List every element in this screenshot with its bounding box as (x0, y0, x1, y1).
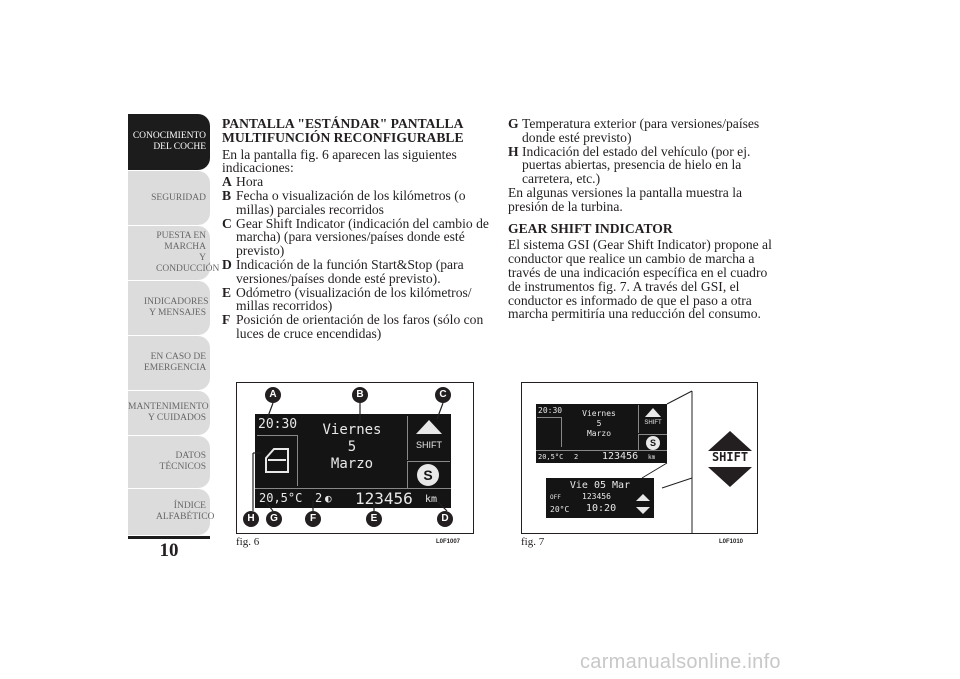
sidebar-tab-label: SEGURIDAD (151, 192, 206, 203)
item-key: G (508, 116, 519, 131)
gsi-heading: GEAR SHIFT INDICATOR (508, 220, 673, 236)
item-key: D (222, 256, 232, 272)
odometer-readout: 123456 (355, 489, 413, 508)
shift-label: SHIFT (644, 420, 662, 426)
callout-f: F (305, 511, 321, 527)
callout-c: C (435, 387, 451, 403)
page-number-bar (128, 536, 210, 539)
list-item (508, 117, 780, 145)
section-heading: PANTALLA "ESTÁNDAR" PANTALLA MULTIFUNCIÓN RECONFIGURABLE (222, 116, 464, 145)
item-key: E (222, 284, 232, 300)
page-number: 10 (159, 540, 179, 561)
sidebar-tab-mantenimiento[interactable] (128, 391, 210, 435)
list-item (222, 189, 490, 217)
item-key: A (222, 174, 232, 190)
right-column (508, 117, 780, 321)
odometer-readout: 123456 (602, 451, 639, 462)
figure-6 (236, 382, 474, 534)
item-text: Hora (236, 174, 264, 190)
sidebar-tab-indicadores[interactable] (128, 281, 210, 335)
list-item (222, 313, 490, 341)
big-shift-indicator (704, 431, 756, 487)
clock-readout: 20:30 (258, 417, 298, 432)
date-number: 5 (596, 419, 602, 428)
month-label: Marzo (586, 429, 612, 438)
figure-6-caption: fig. 6 (236, 536, 260, 548)
left-column (222, 117, 490, 341)
day-label: Viernes (322, 422, 382, 438)
list-item (222, 175, 490, 189)
sidebar-tab-puesta-en-marcha[interactable] (128, 226, 220, 280)
callout-h: H (243, 511, 259, 527)
turbo-paragraph: En algunas versiones la pantalla muestra la presión de la turbina. (508, 184, 743, 214)
sidebar-tab-label: INDICADORES Y MENSAJES (144, 297, 209, 318)
callout-b: B (352, 387, 368, 403)
shift-label: SHIFT (416, 440, 442, 450)
list-item (222, 258, 490, 286)
figure-7-code: L0F1010 (719, 539, 744, 545)
start-stop-icon: S (646, 436, 660, 450)
alt-odometer-readout: 123456 (582, 492, 611, 501)
sidebar-tab-label: MANTENIMIENTO Y CUIDADOS (128, 402, 209, 423)
item-text: Temperatura exterior (para versiones/países donde esté previsto) (522, 116, 760, 145)
sidebar-tab-label: EN CASO DE EMERGENCIA (144, 352, 207, 373)
item-text: Indicación del estado del vehículo (por ej. puertas abiertas, presencia de hielo en la carretera, etc.) (522, 143, 751, 187)
figure-7-caption: fig. 7 (521, 536, 545, 548)
odometer-unit: km (425, 494, 438, 505)
callout-d: D (437, 511, 453, 527)
alt-clock-readout: 10:20 (586, 503, 617, 514)
temperature-readout: 20,5°C (259, 491, 303, 505)
list-item (222, 217, 490, 258)
callout-a: A (265, 387, 281, 403)
item-key: H (508, 143, 519, 159)
alt-temperature-readout: 20°C (550, 505, 570, 514)
sidebar-tab-label: ÍNDICE ALFABÉTICO (156, 501, 215, 522)
big-shift-label: SHIFT (711, 450, 749, 464)
alt-date-label: Vie 05 Mar (569, 480, 631, 491)
sidebar-tab-label: CONOCIMIENTO DEL COCHE (132, 131, 206, 152)
month-label: Marzo (330, 456, 374, 472)
list-item (222, 286, 490, 314)
intro-paragraph: En la pantalla fig. 6 aparecen las siguientes indicaciones: (222, 146, 457, 176)
temperature-readout: 20,5°C (538, 453, 564, 461)
sidebar-tab-datos-tecnicos[interactable] (128, 436, 210, 488)
figure-7 (521, 382, 758, 534)
list-item (508, 145, 780, 186)
clock-readout: 20:30 (538, 406, 563, 415)
sidebar-tab-conocimiento[interactable] (128, 114, 210, 170)
item-text: Posición de orientación de los faros (sólo con luces de cruce encendidas) (236, 312, 484, 341)
sidebar-tab-seguridad[interactable] (128, 171, 210, 225)
start-stop-icon: S (417, 464, 439, 486)
odometer-unit: km (648, 454, 656, 461)
item-text: Gear Shift Indicator (indicación del cambio de marcha) (para versiones/países donde esté previsto) (236, 215, 489, 259)
item-text: Fecha o visualización de los kilómetros (o millas) parciales recorridos (236, 187, 466, 217)
item-text: Odómetro (visualización de los kilómetros/ millas recorridos) (236, 284, 472, 314)
headlight-icon: ◐ (325, 492, 332, 505)
sidebar-tab-indice[interactable] (128, 489, 215, 535)
watermark: carmanualsonline.info (580, 651, 781, 673)
callout-e: E (366, 511, 382, 527)
sidebar-tab-label: DATOS TÉCNICOS (159, 451, 206, 472)
item-key: B (222, 187, 232, 203)
day-label: Viernes (582, 409, 616, 418)
gsi-paragraph: El sistema GSI (Gear Shift Indicator) propone al conductor que realice un cambio de marcha a través de una indicación específica en el cuadro de instrumentos fig. 7. A través del GSI, el conductor es informado de que el paso a otra marcha permitiría una reducción del consumo. (508, 237, 772, 322)
callout-g: G (266, 511, 282, 527)
headlight-level-readout: 2 (315, 491, 323, 505)
alt-off-label: OFF (550, 494, 561, 501)
item-text: Indicación de la función Start&Stop (para versiones/países donde esté previsto). (236, 256, 464, 286)
item-key: C (222, 215, 232, 231)
date-number: 5 (347, 439, 357, 455)
sidebar-tab-emergencia[interactable] (128, 336, 210, 390)
item-key: F (222, 312, 231, 328)
headlight-level-readout: 2 (574, 453, 579, 461)
sidebar-tab-label: PUESTA EN MARCHA Y CONDUCCIÓN (156, 231, 220, 274)
figure-6-code: L0F1007 (436, 539, 461, 545)
